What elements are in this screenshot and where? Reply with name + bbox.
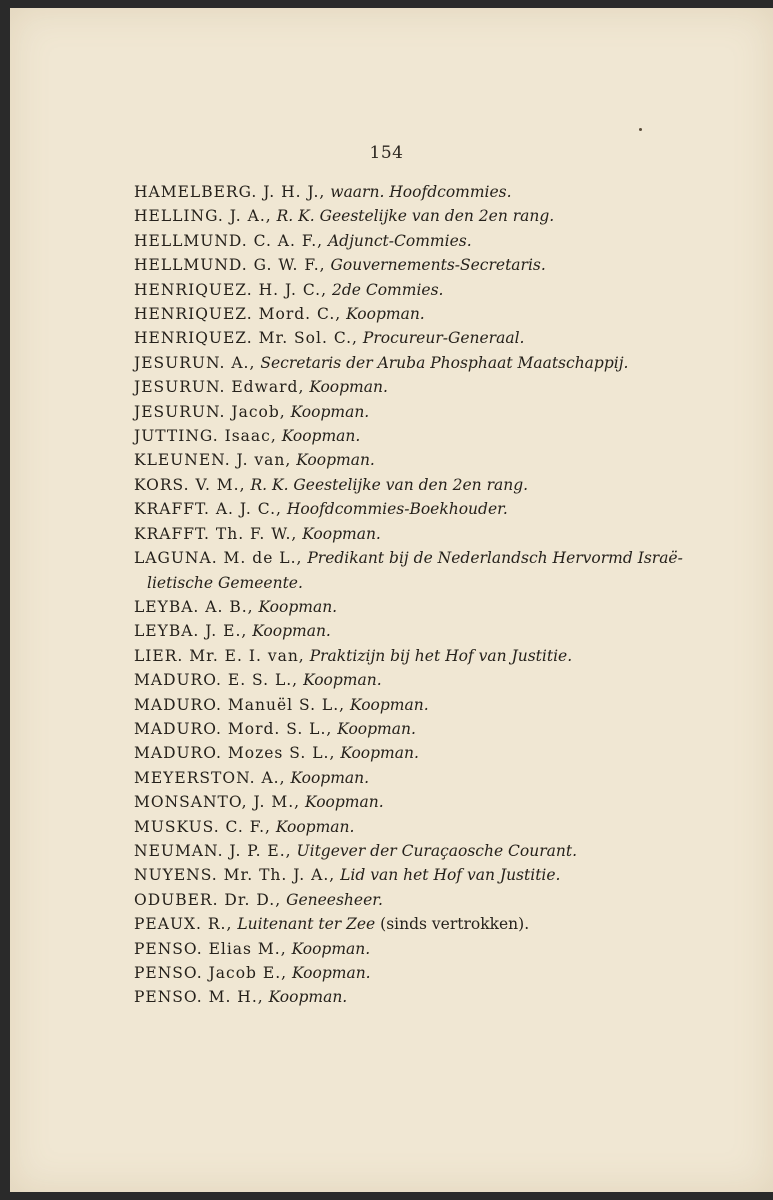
entry-occupation: Koopman. [281,427,361,446]
entry-name: HELLMUND. G. W. F., [134,256,326,275]
entry-occupation: Secretaris der Aruba Phosphaat Maatschappij. [260,353,629,372]
directory-entry [134,790,734,814]
entry-name: MUSKUS. C. F., [134,817,271,836]
entry-occupation: Koopman. [268,988,348,1007]
entry-occupation-continued: lietische Gemeente. [147,573,303,592]
directory-entry [134,644,734,668]
directory-entry [134,595,734,619]
directory-entry [134,278,734,302]
entry-name: HENRIQUEZ. H. J. C., [134,280,328,299]
entry-name: NUYENS. Mr. Th. J. A., [134,866,336,885]
directory-entry [134,375,734,399]
entry-name: PENSO. Jacob E., [134,964,288,982]
entry-name: PENSO. M. H., [134,988,264,1007]
entry-occupation: Koopman. [275,817,355,836]
directory-entry [134,839,734,863]
directory-entry [134,448,734,472]
directory-entry [134,473,734,497]
directory-entry [134,229,734,253]
entry-name: HELLING. J. A., [134,207,272,226]
entry-name: MADURO. Manuël S. L., [134,695,346,714]
directory-entry [134,888,734,912]
directory-entry [134,424,734,448]
entry-occupation: Koopman. [346,305,425,324]
entry-name: HAMELBERG. J. H. J., [134,183,326,201]
entry-name: NEUMAN. J. P. E., [134,841,292,860]
directory-entry [134,985,734,1009]
entry-name: ODUBER. Dr. D., [134,890,282,909]
entry-occupation: Koopman. [292,964,371,982]
directory-entry [134,668,734,692]
directory-entry [134,351,734,375]
entry-name: HELLMUND. C. A. F., [134,231,324,250]
entry-occupation: Koopman. [340,744,419,763]
entry-occupation: Koopman. [337,719,416,738]
directory-entry [134,497,734,521]
directory-entry [134,961,734,985]
entry-name: MONSANTO, J. M., [134,793,301,812]
entry-occupation: Geneesheer. [286,890,383,909]
entry-name: JUTTING. Isaac, [134,427,277,446]
entry-name: LAGUNA. M. de L., [134,549,303,568]
entry-occupation: Predikant bij de Nederlandsch Hervormd Israë- [307,549,683,568]
entry-name: MEYERSTON. A., [134,768,286,787]
entry-occupation: Koopman. [305,793,384,812]
entry-occupation: Praktizijn bij het Hof van Justitie. [309,646,573,665]
directory-entry [134,863,734,887]
directory-entry [134,180,734,204]
directory-entry [134,937,734,961]
entry-name: HENRIQUEZ. Mord. C., [134,305,342,324]
entry-name: LIER. Mr. E. I. van, [134,646,305,665]
entry-occupation: Koopman. [302,524,381,543]
entry-occupation: Koopman. [290,768,370,787]
entry-name: JESURUN. A., [134,353,256,372]
entry-occupation: Koopman. [350,695,429,714]
directory-entry [134,815,734,839]
directory-entry [134,326,734,350]
directory-entry [134,766,734,790]
entry-occupation: Koopman. [291,939,371,958]
entry-name: PENSO. Elias M., [134,939,287,958]
directory-entry [134,400,734,424]
entry-name: LEYBA. A. B., [134,597,254,616]
entry-occupation: Uitgever der Curaçaosche Courant. [296,841,578,860]
entry-occupation: Gouvernements-Secretaris. [330,256,546,275]
entry-name: JESURUN. Edward, [134,378,305,397]
entry-note: (sinds vertrokken). [380,915,530,934]
entry-occupation: Hoofdcommies-Boekhouder. [286,500,508,519]
entry-name: PEAUX. R., [134,915,233,934]
entry-occupation: waarn. Hoofdcommies. [330,183,512,201]
entry-occupation: R. K. Geestelijke van den 2en rang. [276,207,555,226]
entry-occupation: Koopman. [258,597,338,616]
directory-entry [134,619,734,643]
entry-occupation: Procureur-Generaal. [362,329,525,348]
paper-speck [639,128,642,131]
entry-occupation: Lid van het Hof van Justitie. [340,866,561,885]
directory-entry [134,522,734,546]
page-number: 154 [369,143,404,163]
entry-occupation: Koopman. [252,622,331,641]
directory-list [134,180,734,1010]
entry-name: MADURO. Mozes S. L., [134,744,336,763]
entry-occupation: Koopman. [290,402,370,421]
directory-entry [134,204,734,228]
entry-occupation: Luitenant ter Zee [237,915,376,934]
entry-occupation: Koopman. [303,671,382,690]
entry-name: MADURO. Mord. S. L., [134,719,333,738]
entry-occupation: R. K. Geestelijke van den 2en rang. [250,475,529,494]
entry-name: HENRIQUEZ. Mr. Sol. C., [134,329,358,348]
entry-occupation: 2de Commies. [331,280,444,299]
entry-occupation: Koopman. [309,378,388,397]
directory-entry [134,546,734,595]
entry-occupation: Koopman. [296,451,375,470]
entry-name: LEYBA. J. E., [134,622,248,641]
directory-entry [134,302,734,326]
directory-entry [134,253,734,277]
entry-name: KORS. V. M., [134,475,246,494]
directory-entry [134,741,734,765]
entry-name: JESURUN. Jacob, [134,402,286,421]
entry-occupation: Adjunct-Commies. [327,231,472,250]
entry-name: KRAFFT. Th. F. W., [134,524,298,543]
directory-entry [134,912,734,936]
entry-name: KRAFFT. A. J. C., [134,500,282,519]
entry-name: MADURO. E. S. L., [134,671,299,690]
directory-entry [134,693,734,717]
directory-entry [134,717,734,741]
entry-name: KLEUNEN. J. van, [134,451,292,470]
